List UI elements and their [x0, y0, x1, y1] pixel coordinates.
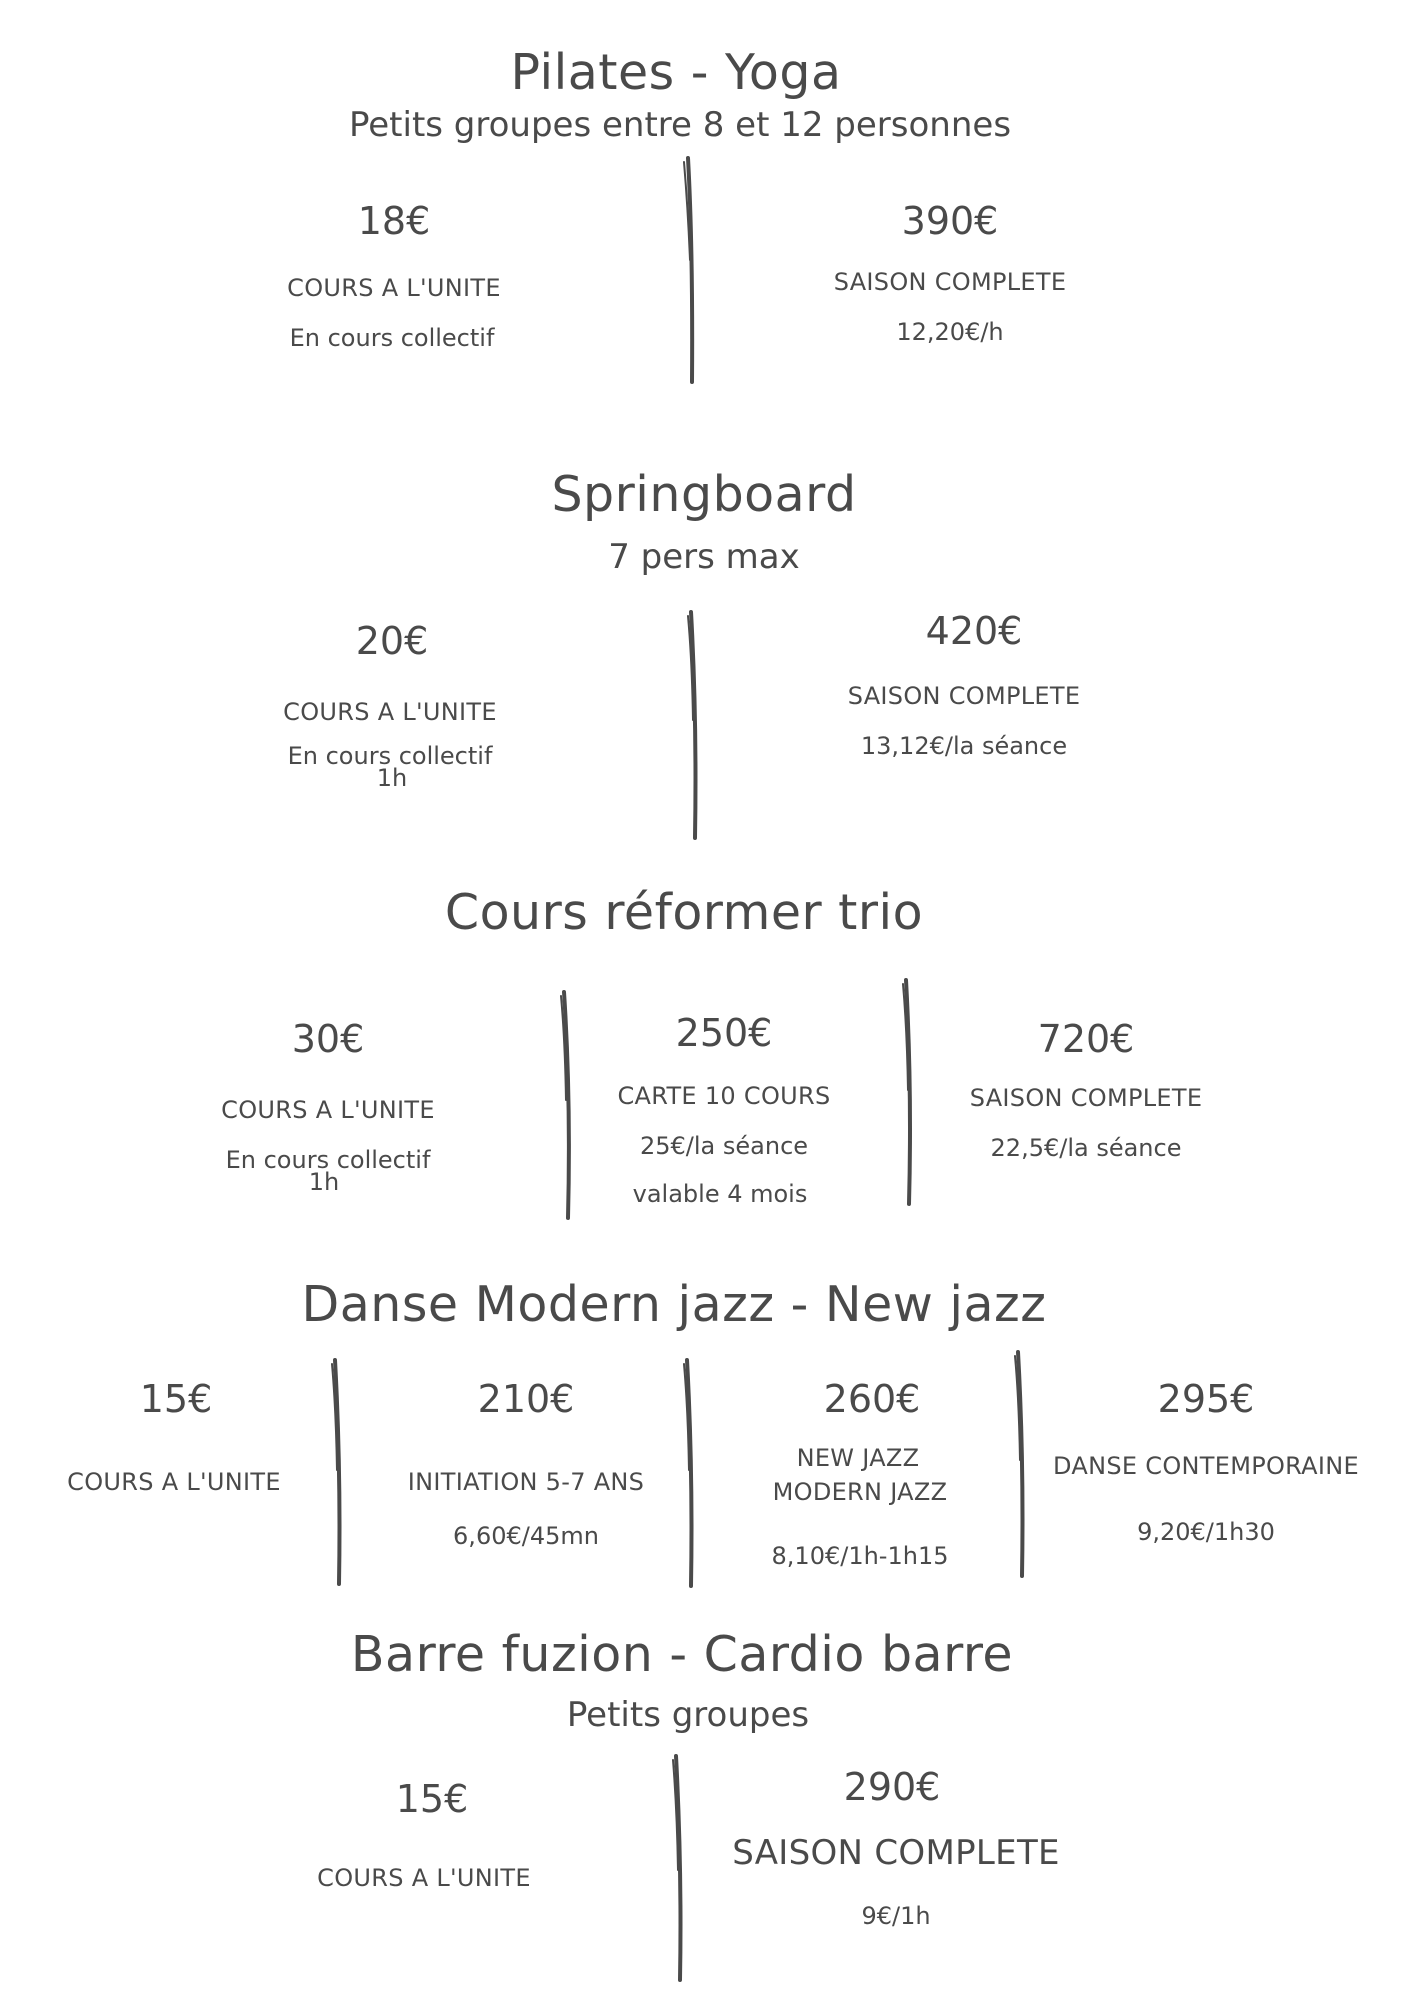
- offer-detail: 12,20€/h: [896, 318, 1004, 346]
- offer-label: COURS A L'UNITE: [287, 274, 501, 302]
- offer-label: SAISON COMPLETE: [732, 1833, 1060, 1873]
- price-season: 290€: [843, 1765, 941, 1809]
- section-title-barre: Barre fuzion - Cardio barre: [350, 1626, 1014, 1683]
- divider-line: [1018, 1352, 1023, 1576]
- offer-detail: En cours collectif: [289, 324, 495, 352]
- section-title-springboard: Springboard: [551, 466, 857, 523]
- offer-detail: 25€/la séance: [639, 1132, 809, 1160]
- divider-line: [688, 158, 692, 382]
- offer-detail: En cours collectif: [225, 1146, 431, 1174]
- offer-detail: 9,20€/1h30: [1137, 1518, 1275, 1546]
- offer-validity: valable 4 mois: [632, 1180, 808, 1208]
- price-season: 390€: [901, 199, 999, 243]
- divider-line: [335, 1360, 340, 1584]
- offer-label: SAISON COMPLETE: [833, 268, 1067, 296]
- price-jazz: 260€: [823, 1377, 921, 1421]
- offer-label: SAISON COMPLETE: [969, 1084, 1203, 1112]
- section-subtitle-barre: Petits groupes: [566, 1695, 810, 1735]
- offer-label: COURS A L'UNITE: [221, 1096, 435, 1124]
- offer-detail: 13,12€/la séance: [860, 732, 1068, 760]
- divider-line: [906, 980, 910, 1204]
- offer-detail: 9€/1h: [861, 1902, 931, 1930]
- divider-line: [691, 612, 696, 838]
- offer-detail: 6,60€/45mn: [453, 1522, 599, 1550]
- divider-line: [687, 1360, 692, 1586]
- offer-label: COURS A L'UNITE: [317, 1864, 531, 1892]
- section-title-danse: Danse Modern jazz - New jazz: [301, 1276, 1047, 1333]
- price-season: 720€: [1037, 1017, 1135, 1061]
- offer-detail: En cours collectif: [287, 742, 493, 770]
- offer-detail: 22,5€/la séance: [990, 1134, 1182, 1162]
- offer-duration: 1h: [376, 764, 408, 792]
- offer-label: CARTE 10 COURS: [617, 1082, 831, 1110]
- price-initiation: 210€: [477, 1377, 575, 1421]
- offer-label: SAISON COMPLETE: [847, 682, 1081, 710]
- offer-label: INITIATION 5-7 ANS: [407, 1468, 645, 1496]
- section-title-reformer: Cours réformer trio: [444, 884, 924, 941]
- section-subtitle-springboard: 7 pers max: [608, 537, 800, 577]
- price-unit: 18€: [357, 199, 431, 243]
- offer-label: COURS A L'UNITE: [283, 698, 497, 726]
- price-unit: 30€: [291, 1017, 365, 1061]
- section-subtitle-pilates: Petits groupes entre 8 et 12 personnes: [348, 105, 1012, 145]
- price-unit: 20€: [355, 619, 429, 663]
- price-unit: 15€: [395, 1777, 469, 1821]
- offer-label: DANSE CONTEMPORAINE: [1053, 1452, 1359, 1480]
- divider-line: [564, 992, 569, 1218]
- offer-label: NEW JAZZ: [796, 1444, 920, 1472]
- price-unit: 15€: [139, 1377, 213, 1421]
- section-title-pilates: Pilates - Yoga: [510, 44, 842, 101]
- price-contemporaine: 295€: [1157, 1377, 1255, 1421]
- offer-label: MODERN JAZZ: [772, 1478, 948, 1506]
- price-season: 420€: [925, 609, 1023, 653]
- offer-detail: 8,10€/1h-1h15: [771, 1542, 949, 1570]
- price-card: 250€: [675, 1011, 773, 1055]
- offer-label: COURS A L'UNITE: [67, 1468, 281, 1496]
- offer-duration: 1h: [308, 1168, 340, 1196]
